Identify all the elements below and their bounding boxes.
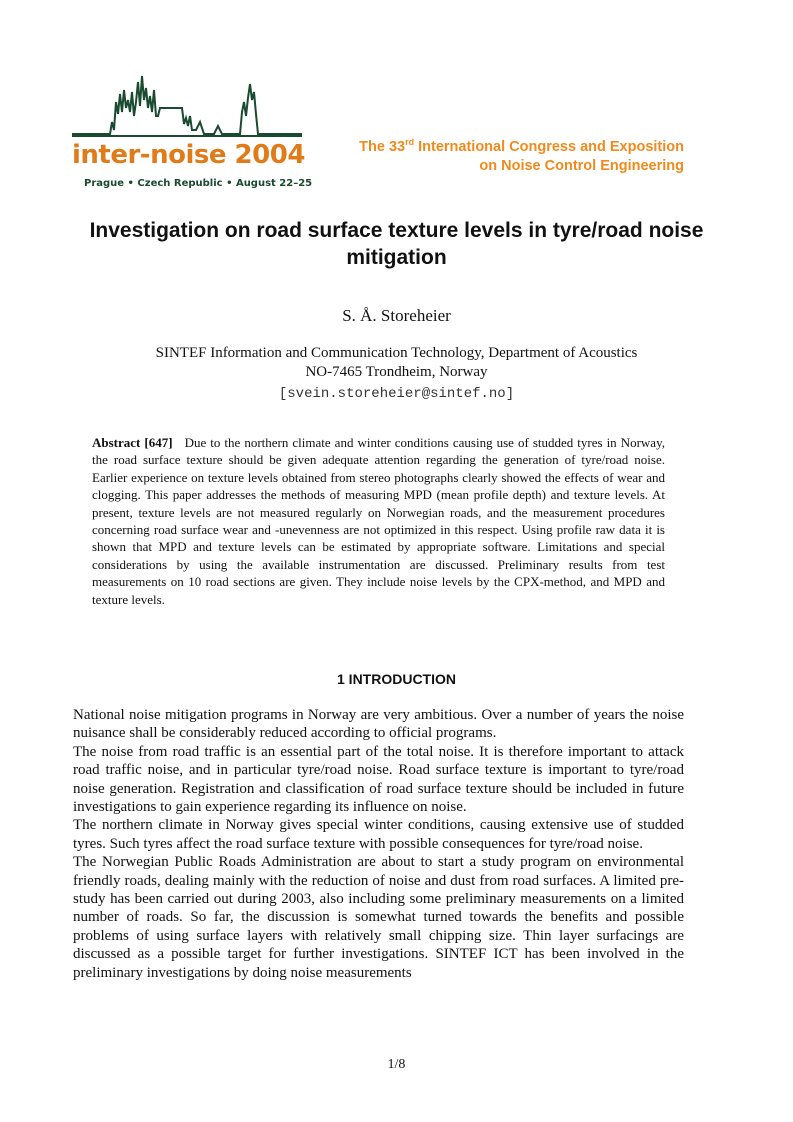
abstract (92, 434, 665, 608)
section-heading: 1 INTRODUCTION (337, 671, 456, 687)
abstract-label: Abstract [647] (92, 435, 173, 450)
logo-wordmark: inter-noise 2004 (72, 140, 305, 170)
congress-title-rest: International Congress and Exposition (414, 139, 684, 155)
conference-logo (72, 72, 313, 192)
paragraph: The Norwegian Public Roads Administration are about to start a study program on environmental friendly roads, dealing mainly with the reduction of noise and dust from road surfaces. A limited pre-study has been carried out during 2003, also including some preliminary measurements on a limited number of roads. So far, the discussion is somewhat turned towards the benefits and possible problems of using surface layers with relatively small chipping size. Thin layer surfacings are discussed as a possible target for further investigations. SINTEF ICT has been involved in the preliminary investigations by doing noise measurements (73, 854, 684, 981)
ordinal-suffix: rd (405, 137, 415, 148)
paper-title: Investigation on road surface texture levels in tyre/road noise mitigation (89, 219, 704, 269)
prague-skyline-icon (72, 72, 302, 142)
congress-number: The 33 (359, 139, 406, 155)
affiliation-line2: NO-7465 Trondheim, Norway (305, 364, 488, 380)
paragraph: National noise mitigation programs in Norway are very ambitious. Over a number of years the noise nuisance shall be considerably reduced according to official programs. (73, 707, 684, 742)
page-number: 1/8 (387, 1057, 406, 1072)
abstract-text: Due to the northern climate and winter conditions causing use of studded tyres in Norway, the road surface texture should be given adequate attention regarding the generation of tyre/road noise. Earlier experience on texture levels obtained from stereo photographs clearly showed the effects of wear and clogging. This paper addresses the methods of measuring MPD (mean profile depth) and texture levels. At present, texture levels are not measured regularly on Norwegian roads, and the measurement procedures concerning road surface wear and -unevenness are not optimized in this respect. Using profile raw data it is shown that MPD and texture levels can be estimated by appropriate software. Limitations and special considerations by using the available instrumentation are discussed. Preliminary results from test measurements on 10 road sections are given. They include noise levels by the CPX-method, and MPD and texture levels. (92, 435, 665, 607)
logo-location-dates: Prague • Czech Republic • August 22–25 (84, 178, 313, 189)
affiliation (0, 344, 793, 382)
congress-title-line2: on Noise Control Engineering (479, 158, 684, 174)
affiliation-line1: SINTEF Information and Communication Technology, Department of Acoustics (155, 345, 638, 361)
author-name: S. Å. Storeheier (342, 306, 451, 325)
congress-title-line1 (359, 138, 684, 157)
paragraph: The northern climate in Norway gives special winter conditions, causing extensive use of studded tyres. Such tyres affect the road surface texture with possible consequences for tyre/road noise. (73, 817, 684, 852)
introduction-body (73, 706, 684, 982)
congress-title (359, 138, 684, 176)
paragraph: The noise from road traffic is an essential part of the total noise. It is therefore important to attack road traffic noise, and in particular tyre/road noise. Road surface texture is important to tyre/road noise generation. Registration and classification of road surface texture should be included in future investigations to gain experience regarding its influence on noise. (73, 743, 684, 816)
author-email: [svein.storeheier@sintef.no] (278, 386, 515, 402)
